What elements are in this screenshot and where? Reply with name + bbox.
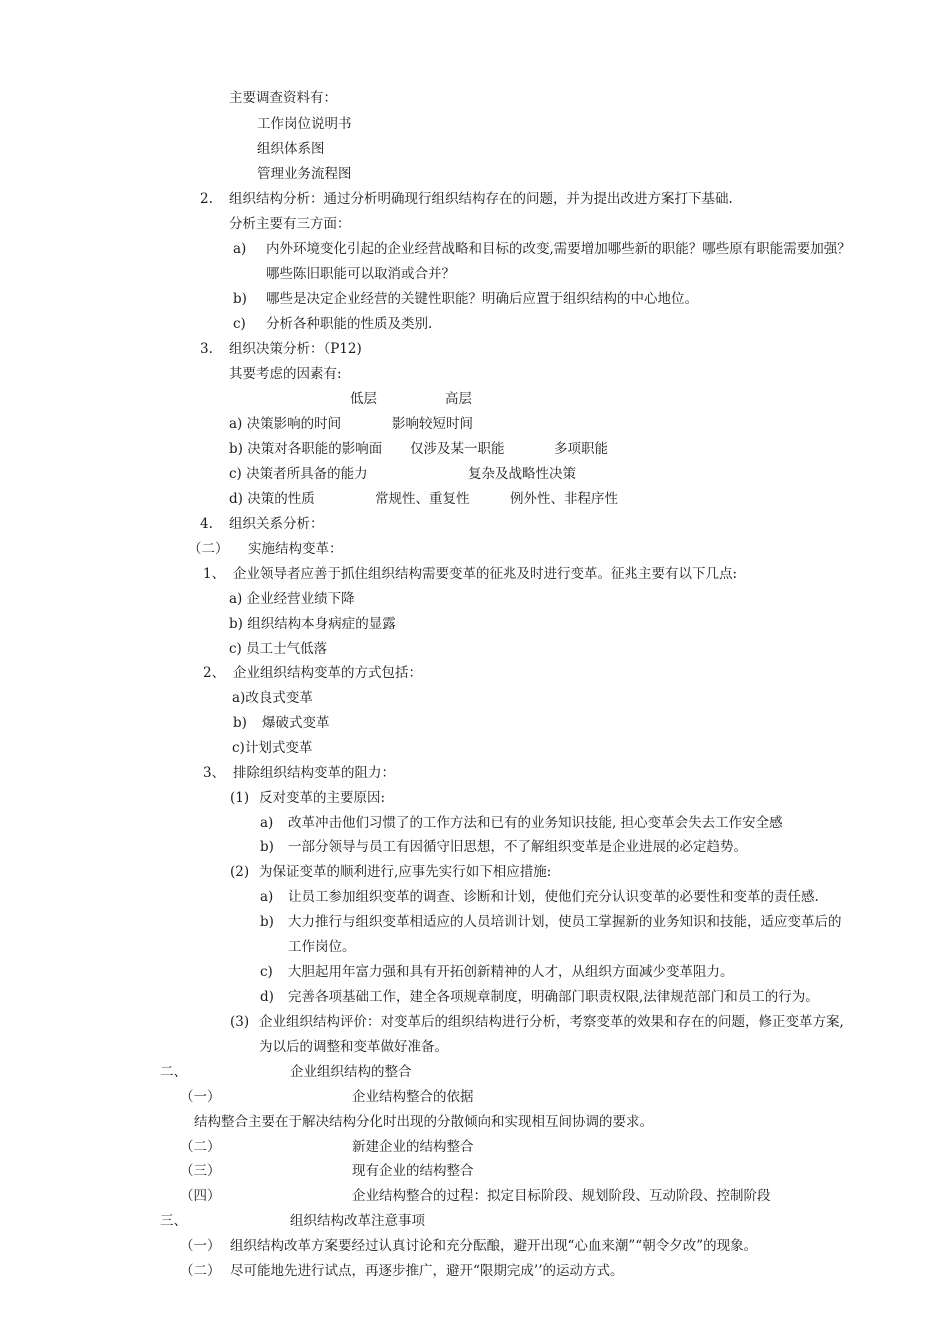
text-line: b) 决策对各职能的影响面	[229, 441, 383, 457]
text-line: 排除组织结构变革的阻力：	[233, 765, 395, 781]
list-marker: a)	[260, 889, 274, 905]
list-marker: 三、	[160, 1213, 187, 1229]
text-line: 组织结构分析：通过分析明确现行组织结构存在的问题，并为提出改进方案打下基础.	[229, 191, 733, 207]
text-line: 一部分领导与员工有因循守旧思想，不了解组织变革是企业进展的必定趋势。	[288, 839, 747, 855]
list-marker: （一）	[180, 1238, 221, 1254]
list-marker: a)	[260, 815, 274, 831]
list-marker: 二、	[160, 1064, 187, 1080]
list-marker: （二）	[180, 1139, 221, 1155]
text-line: c) 员工士气低落	[229, 641, 328, 657]
text-line: 影响较短时间	[392, 416, 473, 432]
text-line: 管理业务流程图	[257, 166, 352, 182]
list-marker: （二）	[188, 541, 229, 557]
text-line: 主要调查资料有：	[229, 90, 337, 106]
text-line: b) 组织结构本身病症的显露	[229, 616, 396, 632]
text-line: 企业组织结构的整合	[290, 1064, 412, 1080]
text-line: 反对变革的主要原因:	[259, 790, 386, 806]
list-marker: （二）	[180, 1263, 221, 1279]
list-marker: b)	[260, 839, 274, 855]
text-line: 分析各种职能的性质及类别.	[266, 316, 433, 332]
text-line: 为以后的调整和变革做好准备。	[259, 1039, 448, 1055]
text-line: 常规性、重复性	[375, 491, 470, 507]
list-marker: 3、	[203, 765, 226, 781]
text-line: 企业组织结构变革的方式包括：	[233, 665, 422, 681]
text-line: 完善各项基础工作，建全各项规章制度，明确部门职责权限,法律规范部门和员工的行为。	[288, 989, 819, 1005]
text-line: 其要考虑的因素有:	[229, 366, 342, 382]
text-line: c) 决策者所具备的能力	[229, 466, 368, 482]
text-line: 尽可能地先进行试点，再逐步推广，避开“限期完成’’的运动方式。	[230, 1263, 624, 1279]
text-line: 结构整合主要在于解决结构分化时出现的分散倾向和实现相互间协调的要求。	[194, 1114, 653, 1130]
text-line: 爆破式变革	[262, 715, 330, 731]
text-line: 工作岗位说明书	[257, 116, 352, 132]
text-line: 组织结构改革方案要经过认真讨论和充分酝酿，避开出现“心血来潮”“朝令夕改”的现象。	[230, 1238, 758, 1254]
list-marker: b)	[233, 715, 247, 731]
text-line: 现有企业的结构整合	[352, 1163, 474, 1179]
text-line: 企业结构整合的依据	[352, 1089, 474, 1105]
list-marker: 1、	[203, 566, 226, 582]
list-marker: 4.	[200, 516, 213, 532]
text-line: 内外环境变化引起的企业经营战略和目标的改变,需要增加哪些新的职能？哪些原有职能需要加强？	[266, 241, 851, 257]
list-marker: (2)	[230, 864, 250, 880]
list-marker: (3)	[230, 1014, 250, 1030]
text-line: 大胆起用年富力强和具有开拓创新精神的人才，从组织方面减少变革阻力。	[288, 964, 734, 980]
text-line: 哪些是决定企业经营的关键性职能？明确后应置于组织结构的中心地位。	[266, 291, 698, 307]
text-line: 分析主要有三方面：	[229, 216, 351, 232]
text-line: 让员工参加组织变革的调查、诊断和计划，使他们充分认识变革的必要性和变革的责任感.	[288, 889, 819, 905]
text-line: 新建企业的结构整合	[352, 1139, 474, 1155]
text-line: 仅涉及某一职能	[410, 441, 505, 457]
text-line: 多项职能	[554, 441, 608, 457]
text-line: d) 决策的性质	[229, 491, 315, 507]
list-marker: 3.	[200, 341, 213, 357]
list-marker: （一）	[180, 1089, 221, 1105]
list-marker: b)	[233, 291, 247, 307]
list-marker: （四）	[180, 1188, 221, 1204]
list-marker: 2.	[200, 191, 213, 207]
list-marker: (1)	[230, 790, 250, 806]
text-line: 为保证变革的顺利进行,应事先实行如下相应措施:	[259, 864, 552, 880]
text-line: 组织关系分析：	[229, 516, 324, 532]
text-line: a)改良式变革	[232, 690, 313, 706]
text-line: 组织体系图	[257, 141, 325, 157]
text-line: a) 决策影响的时间	[229, 416, 342, 432]
text-line: 例外性、非程序性	[510, 491, 618, 507]
text-line: 企业组织结构评价：对变革后的组织结构进行分析，考察变革的效果和存在的问题，修正变革方案,	[259, 1014, 844, 1030]
text-line: 工作岗位。	[288, 939, 356, 955]
list-marker: c)	[233, 316, 246, 332]
list-marker: a)	[233, 241, 247, 257]
text-line: 高层	[445, 391, 472, 407]
text-line: 组织决策分析：（P12)	[229, 341, 362, 357]
text-line: 实施结构变革：	[248, 541, 343, 557]
list-marker: d)	[260, 989, 274, 1005]
text-line: 大力推行与组织变革相适应的人员培训计划，使员工掌握新的业务知识和技能，适应变革后的	[288, 914, 842, 930]
list-marker: （三）	[180, 1163, 221, 1179]
list-marker: b)	[260, 914, 274, 930]
text-line: 组织结构改革注意事项	[290, 1213, 425, 1229]
text-line: 哪些陈旧职能可以取消或合并？	[266, 266, 455, 282]
text-line: 企业领导者应善于抓住组织结构需要变革的征兆及时进行变革。征兆主要有以下几点:	[233, 566, 738, 582]
text-line: 改革冲击他们习惯了的工作方法和已有的业务知识技能, 担心变革会失去工作安全感	[288, 815, 783, 831]
text-line: a) 企业经营业绩下降	[229, 591, 355, 607]
list-marker: c)	[260, 964, 273, 980]
list-marker: 2、	[203, 665, 226, 681]
text-line: 复杂及战略性决策	[468, 466, 576, 482]
text-line: 企业结构整合的过程：拟定目标阶段、规划阶段、互动阶段、控制阶段	[352, 1188, 771, 1204]
text-line: c)计划式变革	[232, 740, 313, 756]
text-line: 低层	[350, 391, 377, 407]
